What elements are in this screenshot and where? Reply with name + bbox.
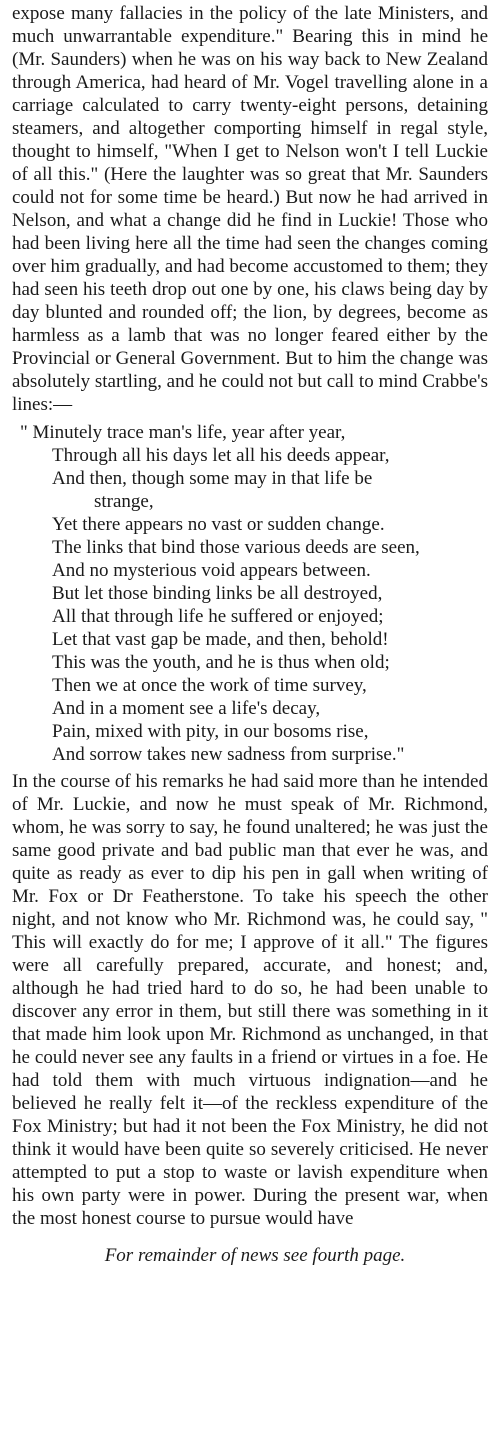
verse-line: Let that vast gap be made, and then, behold!	[52, 629, 389, 650]
verse-line: And in a moment see a life's decay,	[52, 698, 321, 719]
verse-line: This was the youth, and he is thus when old;	[52, 652, 390, 673]
verse-line: Pain, mixed with pity, in our bosoms rise,	[52, 721, 369, 742]
verse-line: But let those binding links be all destroyed,	[52, 583, 383, 604]
verse-line: All that through life he suffered or enjoyed;	[52, 606, 384, 627]
continuation-note: For remainder of news see fourth page.	[104, 1245, 406, 1266]
verse-line: And sorrow takes new sadness from surprise."	[52, 744, 405, 765]
article-paragraph: expose many fallacies in the policy of the late Ministers, and much unwarrantable expenditure." Bearing this in mind he (Mr. Saunders) when he was on his way back to New Zealand through America, had heard of Mr. Vogel travelling alone in a carriage calculated to carry twenty-eight persons, detaining steamers, and altogether comporting himself in regal style, thought to himself, "When I get to Nelson won't I tell Luckie of all this." (Here the laughter was so great that Mr. Saunders could not for some time be heard.) But now he had arrived in Nelson, and what a change did he find in Luckie! Those who had been living here all the time had seen the changes coming over him gradually, and had become accustomed to them; they had seen his teeth drop out one by one, his claws being day by day blunted and rounded off; the lion, by degrees, become as harmless as a lamb that was no longer feared either by the Provincial or General Government. But to him the change was absolutely startling, and he could not but call to mind Crabbe's lines:—	[12, 3, 488, 415]
verse-line: And then, though some may in that life be	[52, 468, 373, 489]
verse-line: " Minutely trace man's life, year after year,	[20, 422, 346, 443]
article-column	[12, 2, 488, 1267]
verse-quotation	[12, 421, 488, 766]
verse-line: strange,	[94, 491, 154, 512]
verse-line: The links that bind those various deeds are seen,	[52, 537, 420, 558]
verse-line: And no mysterious void appears between.	[52, 560, 371, 581]
article-paragraph: In the course of his remarks he had said more than he intended of Mr. Luckie, and now he must speak of Mr. Richmond, whom, he was sorry to say, he found unaltered; he was just the same good private and bad public man that ever he was, and quite as ready as ever to dip his pen in gall when writing of Mr. Fox or Dr Featherstone. To take his speech the other night, and not know who Mr. Richmond was, he could say, " This will exactly do for me; I approve of it all." The figures were all carefully prepared, accurate, and honest; and, although he had tried hard to do so, he had been unable to discover any error in them, but still there was something in it that made him look upon Mr. Richmond as unchanged, in that he could never see any faults in a friend or virtues in a foe. He had told them with much virtuous indignation—and he believed he really felt it—of the reckless expenditure of the Fox Ministry; but had it not been the Fox Ministry, he did not think it would have been quite so severely criticised. He never attempted to put a stop to waste or lavish expenditure when his own party were in power. During the present war, when the most honest course to pursue would have	[12, 771, 488, 1229]
verse-line: Then we at once the work of time survey,	[52, 675, 367, 696]
verse-line: Yet there appears no vast or sudden change.	[52, 514, 385, 535]
verse-line: Through all his days let all his deeds appear,	[52, 445, 390, 466]
